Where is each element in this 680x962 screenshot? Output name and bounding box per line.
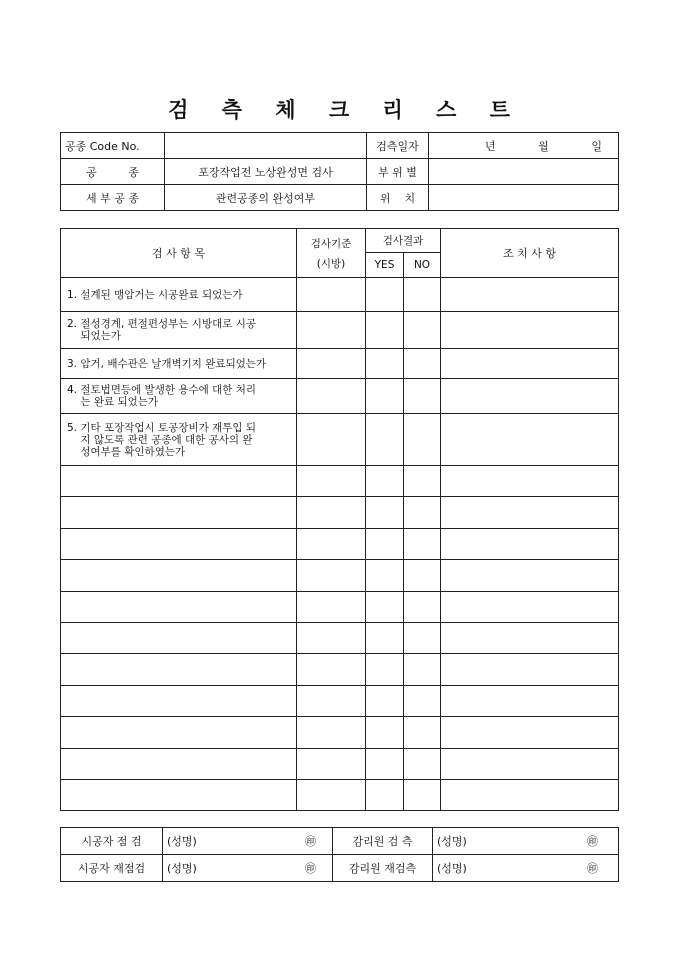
checklist-yes-cell[interactable] (366, 528, 404, 559)
checklist-no-cell[interactable] (404, 779, 441, 810)
checklist-yes-cell[interactable] (366, 622, 404, 653)
supervisor-inspect-label: 감리원 검 측 (333, 828, 433, 855)
checklist-no-cell[interactable] (404, 654, 441, 685)
contractor-inspect-sign[interactable] (163, 828, 333, 855)
contractor-inspect-label: 시공자 점 검 (61, 828, 163, 855)
checklist-table (60, 228, 619, 811)
checklist-action-cell[interactable] (441, 466, 619, 497)
checklist-item-cell[interactable] (61, 685, 297, 716)
checklist-header-row (61, 229, 619, 253)
checklist-action-cell[interactable] (441, 560, 619, 591)
contractor-reinspect-label: 시공자 재점검 (61, 855, 163, 882)
checklist-action-cell[interactable] (441, 497, 619, 528)
checklist-yes-cell[interactable] (366, 685, 404, 716)
checklist-action-cell[interactable] (441, 685, 619, 716)
info-table (60, 132, 619, 211)
signature-row (61, 855, 619, 882)
header-standard (297, 229, 366, 278)
checklist-empty-row (61, 717, 619, 748)
checklist-no-cell[interactable] (404, 528, 441, 559)
page-title: 검 측 체 크 리 스 트 (168, 97, 512, 122)
checklist-yes-cell[interactable] (366, 748, 404, 779)
seal-mark: ㊞ (587, 862, 598, 875)
checklist-action-cell[interactable] (441, 654, 619, 685)
checklist-no-cell[interactable] (404, 622, 441, 653)
checklist-action-cell[interactable] (441, 717, 619, 748)
checklist-item-cell[interactable] (61, 591, 297, 622)
checklist-standard-cell[interactable] (297, 717, 366, 748)
info-row-code (61, 133, 619, 159)
checklist-yes-cell[interactable] (366, 414, 404, 466)
checklist-standard-cell[interactable] (297, 779, 366, 810)
checklist-item-row (61, 414, 619, 466)
inspection-date-value[interactable] (429, 133, 619, 159)
checklist-standard-cell[interactable] (297, 685, 366, 716)
checklist-item-text: 1. 설계된 맹암거는 시공완료 되었는가 (61, 278, 297, 312)
checklist-no-cell[interactable] (404, 414, 441, 466)
location-label: 위 치 (367, 185, 429, 211)
checklist-standard-cell[interactable] (297, 278, 366, 312)
checklist-yes-cell[interactable] (366, 312, 404, 349)
checklist-action-cell[interactable] (441, 379, 619, 414)
checklist-no-cell[interactable] (404, 379, 441, 414)
signature-row (61, 828, 619, 855)
checklist-action-cell[interactable] (441, 591, 619, 622)
header-no: NO (404, 253, 441, 278)
checklist-empty-row (61, 560, 619, 591)
code-value[interactable] (165, 133, 367, 159)
checklist-no-cell[interactable] (404, 591, 441, 622)
checklist-action-cell[interactable] (441, 779, 619, 810)
checklist-empty-row (61, 528, 619, 559)
checklist-no-cell[interactable] (404, 278, 441, 312)
checklist-yes-cell[interactable] (366, 591, 404, 622)
checklist-no-cell[interactable] (404, 312, 441, 349)
checklist-standard-cell[interactable] (297, 466, 366, 497)
checklist-item-text: 4. 절토법면등에 발생한 용수에 대한 처리 는 완료 되었는가 (61, 379, 297, 414)
year-label: 년 (485, 139, 496, 153)
detail-type-label: 세 부 공 종 (61, 185, 165, 211)
contractor-reinspect-sign[interactable] (163, 855, 333, 882)
info-row-work-type (61, 159, 619, 185)
checklist-standard-cell[interactable] (297, 312, 366, 349)
supervisor-reinspect-label: 감리원 재검측 (333, 855, 433, 882)
checklist-item-cell[interactable] (61, 717, 297, 748)
work-type-label: 공 종 (61, 159, 165, 185)
checklist-item-row (61, 379, 619, 414)
header-result: 검사결과 (366, 229, 441, 253)
checklist-empty-row (61, 685, 619, 716)
checklist-empty-row (61, 497, 619, 528)
checklist-item-text: 2. 절성경계, 편절편성부는 시방대로 시공 되었는가 (61, 312, 297, 349)
checklist-item-cell[interactable] (61, 748, 297, 779)
checklist-standard-cell[interactable] (297, 379, 366, 414)
checklist-empty-row (61, 622, 619, 653)
checklist-standard-cell[interactable] (297, 622, 366, 653)
checklist-standard-cell[interactable] (297, 497, 366, 528)
checklist-action-cell[interactable] (441, 528, 619, 559)
checklist-standard-cell[interactable] (297, 349, 366, 379)
seal-mark: ㊞ (305, 835, 316, 848)
checklist-item-cell[interactable] (61, 528, 297, 559)
checklist-yes-cell[interactable] (366, 278, 404, 312)
checklist-standard-cell[interactable] (297, 414, 366, 466)
checklist-no-cell[interactable] (404, 685, 441, 716)
checklist-empty-row (61, 466, 619, 497)
checklist-no-cell[interactable] (404, 717, 441, 748)
checklist-yes-cell[interactable] (366, 717, 404, 748)
checklist-action-cell[interactable] (441, 748, 619, 779)
header-yes: YES (366, 253, 404, 278)
name-placeholder: (성명) (437, 835, 467, 848)
checklist-no-cell[interactable] (404, 560, 441, 591)
header-item: 검 사 항 목 (61, 229, 297, 278)
checklist-item-cell[interactable] (61, 622, 297, 653)
checklist-item-row (61, 312, 619, 349)
section-label: 부 위 별 (367, 159, 429, 185)
day-label: 일 (591, 139, 602, 153)
header-standard-line1: 검사기준 (310, 237, 352, 250)
inspection-date-label: 검측일자 (367, 133, 429, 159)
work-type-value[interactable]: 포장작업전 노상완성면 검사 (165, 159, 367, 185)
code-label: 공종 Code No. (61, 133, 165, 159)
checklist-item-cell[interactable] (61, 654, 297, 685)
supervisor-inspect-sign[interactable] (433, 828, 619, 855)
name-placeholder: (성명) (167, 835, 197, 848)
checklist-item-cell[interactable] (61, 466, 297, 497)
month-label: 월 (538, 139, 549, 153)
checklist-item-row (61, 349, 619, 379)
checklist-yes-cell[interactable] (366, 779, 404, 810)
info-row-detail (61, 185, 619, 211)
checklist-standard-cell[interactable] (297, 748, 366, 779)
checklist-standard-cell[interactable] (297, 654, 366, 685)
checklist-yes-cell[interactable] (366, 560, 404, 591)
checklist-standard-cell[interactable] (297, 528, 366, 559)
checklist-action-cell[interactable] (441, 312, 619, 349)
checklist-yes-cell[interactable] (366, 466, 404, 497)
checklist-action-cell[interactable] (441, 278, 619, 312)
checklist-item-cell[interactable] (61, 497, 297, 528)
checklist-action-cell[interactable] (441, 622, 619, 653)
checklist-no-cell[interactable] (404, 748, 441, 779)
checklist-yes-cell[interactable] (366, 497, 404, 528)
checklist-empty-row (61, 779, 619, 810)
location-value[interactable] (429, 185, 619, 211)
checklist-item-cell[interactable] (61, 560, 297, 591)
name-placeholder: (성명) (437, 862, 467, 875)
checklist-no-cell[interactable] (404, 497, 441, 528)
checklist-standard-cell[interactable] (297, 560, 366, 591)
checklist-no-cell[interactable] (404, 349, 441, 379)
checklist-item-text: 3. 암거, 배수관은 날개벽기지 완료되었는가 (61, 349, 297, 379)
checklist-yes-cell[interactable] (366, 654, 404, 685)
name-placeholder: (성명) (167, 862, 197, 875)
checklist-yes-cell[interactable] (366, 379, 404, 414)
checklist-item-text: 5. 기타 포장작업시 토공장비가 재투입 되 지 않도록 관련 공종에 대한 공사의 완 성여부를 확인하였는가 (61, 414, 297, 466)
supervisor-reinspect-sign[interactable] (433, 855, 619, 882)
header-action: 조 치 사 항 (441, 229, 619, 278)
checklist-empty-row (61, 591, 619, 622)
checklist-standard-cell[interactable] (297, 591, 366, 622)
checklist-no-cell[interactable] (404, 466, 441, 497)
checklist-yes-cell[interactable] (366, 349, 404, 379)
header-standard-line2: (시방) (316, 257, 346, 270)
signature-table (60, 827, 619, 882)
checklist-empty-row (61, 654, 619, 685)
checklist-item-cell[interactable] (61, 779, 297, 810)
section-value[interactable] (429, 159, 619, 185)
detail-type-value[interactable]: 관련공종의 완성여부 (165, 185, 367, 211)
checklist-action-cell[interactable] (441, 414, 619, 466)
seal-mark: ㊞ (305, 862, 316, 875)
checklist-action-cell[interactable] (441, 349, 619, 379)
seal-mark: ㊞ (587, 835, 598, 848)
checklist-empty-row (61, 748, 619, 779)
checklist-item-row (61, 278, 619, 312)
